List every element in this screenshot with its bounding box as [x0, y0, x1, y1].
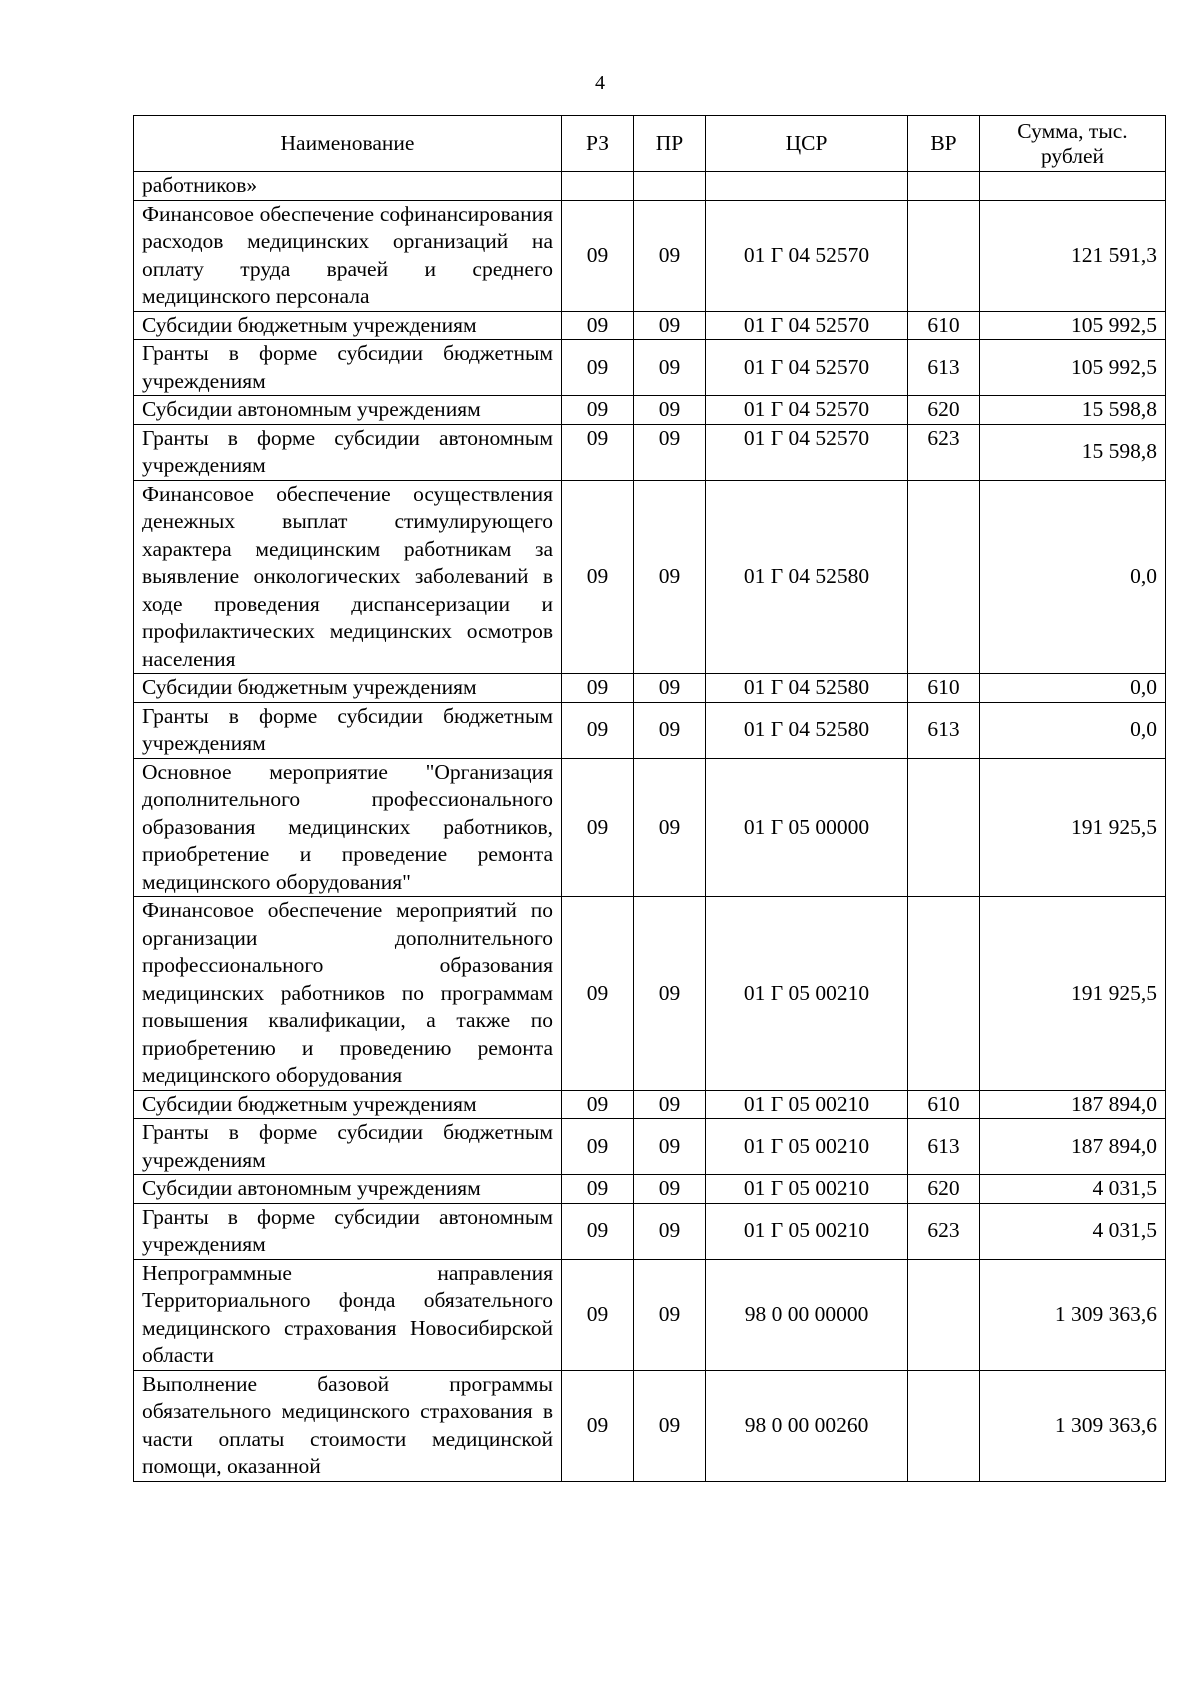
table-row	[134, 424, 1166, 480]
row-vr: 620	[908, 396, 980, 425]
row-rz: 09	[562, 702, 634, 758]
row-pr: 09	[634, 1203, 706, 1259]
row-vr: 613	[908, 702, 980, 758]
table-row	[134, 1203, 1166, 1259]
row-name: Основное мероприятие "Организация дополнительного профессионального образования медицинских работников, приобретение и проведение ремонта медицинского оборудования"	[134, 758, 562, 897]
row-name: Гранты в форме субсидии автономным учреждениям	[134, 424, 562, 480]
row-sum: 0,0	[980, 674, 1166, 703]
row-name: Выполнение базовой программы обязательного медицинского страхования в части оплаты стоимости медицинской помощи, оказанной	[134, 1370, 562, 1481]
row-pr: 09	[634, 674, 706, 703]
table-row	[134, 200, 1166, 311]
row-name: Непрограммные направления Территориального фонда обязательного медицинского страхования Новосибирской области	[134, 1259, 562, 1370]
row-pr: 09	[634, 1090, 706, 1119]
row-sum: 15 598,8	[980, 396, 1166, 425]
row-rz: 09	[562, 1203, 634, 1259]
row-name: Субсидии автономным учреждениям	[134, 396, 562, 425]
row-sum: 121 591,3	[980, 200, 1166, 311]
budget-table	[133, 115, 1166, 1482]
row-pr: 09	[634, 1259, 706, 1370]
row-csr: 01 Г 05 00210	[706, 1119, 908, 1175]
row-sum: 0,0	[980, 480, 1166, 674]
table-row	[134, 674, 1166, 703]
row-sum: 4 031,5	[980, 1175, 1166, 1204]
row-sum	[980, 172, 1166, 201]
row-csr: 01 Г 04 52570	[706, 340, 908, 396]
row-csr: 98 0 00 00000	[706, 1259, 908, 1370]
row-pr: 09	[634, 1119, 706, 1175]
row-name: Гранты в форме субсидии бюджетным учреждениям	[134, 702, 562, 758]
row-pr: 09	[634, 396, 706, 425]
row-sum: 191 925,5	[980, 758, 1166, 897]
row-csr: 01 Г 04 52580	[706, 702, 908, 758]
row-vr	[908, 480, 980, 674]
row-rz: 09	[562, 1259, 634, 1370]
row-csr: 01 Г 05 00210	[706, 1175, 908, 1204]
row-name: Гранты в форме субсидии бюджетным учреждениям	[134, 1119, 562, 1175]
header-name: Наименование	[134, 116, 562, 172]
row-csr: 01 Г 04 52580	[706, 674, 908, 703]
table-row	[134, 340, 1166, 396]
row-vr	[908, 1259, 980, 1370]
row-sum: 1 309 363,6	[980, 1259, 1166, 1370]
row-csr: 01 Г 05 00210	[706, 1090, 908, 1119]
table-row	[134, 396, 1166, 425]
row-csr: 01 Г 04 52570	[706, 396, 908, 425]
row-pr: 09	[634, 424, 706, 480]
row-name: Гранты в форме субсидии бюджетным учреждениям	[134, 340, 562, 396]
row-sum: 0,0	[980, 702, 1166, 758]
table-row	[134, 702, 1166, 758]
row-csr: 01 Г 05 00210	[706, 1203, 908, 1259]
table-row	[134, 172, 1166, 201]
header-sum: Сумма, тыс. рублей	[980, 116, 1166, 172]
row-name: Финансовое обеспечение софинансирования расходов медицинских организаций на оплату труда врачей и среднего медицинского персонала	[134, 200, 562, 311]
row-pr: 09	[634, 480, 706, 674]
row-vr: 613	[908, 1119, 980, 1175]
table-row	[134, 897, 1166, 1091]
row-csr: 01 Г 04 52570	[706, 311, 908, 340]
table-header-row	[134, 116, 1166, 172]
row-vr	[908, 897, 980, 1091]
table-row	[134, 1119, 1166, 1175]
row-vr: 610	[908, 1090, 980, 1119]
row-vr: 610	[908, 311, 980, 340]
row-rz: 09	[562, 396, 634, 425]
row-csr: 01 Г 05 00210	[706, 897, 908, 1091]
row-csr: 01 Г 04 52570	[706, 200, 908, 311]
row-name: Финансовое обеспечение мероприятий по организации дополнительного профессионального образования медицинских работников по программам повышения квалификации, а также по приобретению и проведению ремонта медицинского оборудования	[134, 897, 562, 1091]
row-sum: 187 894,0	[980, 1090, 1166, 1119]
row-rz: 09	[562, 1175, 634, 1204]
row-csr: 01 Г 04 52580	[706, 480, 908, 674]
header-vr: ВР	[908, 116, 980, 172]
row-name: работников»	[134, 172, 562, 201]
row-rz: 09	[562, 480, 634, 674]
row-rz	[562, 172, 634, 201]
row-vr	[908, 172, 980, 201]
row-csr	[706, 172, 908, 201]
row-pr: 09	[634, 758, 706, 897]
row-sum: 15 598,8	[980, 424, 1166, 480]
row-rz: 09	[562, 311, 634, 340]
row-vr: 623	[908, 424, 980, 480]
row-name: Субсидии автономным учреждениям	[134, 1175, 562, 1204]
row-pr: 09	[634, 311, 706, 340]
row-pr: 09	[634, 1175, 706, 1204]
row-sum: 191 925,5	[980, 897, 1166, 1091]
table-row	[134, 1175, 1166, 1204]
row-rz: 09	[562, 674, 634, 703]
row-csr: 01 Г 05 00000	[706, 758, 908, 897]
row-pr: 09	[634, 1370, 706, 1481]
row-rz: 09	[562, 424, 634, 480]
row-sum: 1 309 363,6	[980, 1370, 1166, 1481]
row-vr	[908, 1370, 980, 1481]
row-rz: 09	[562, 897, 634, 1091]
row-csr: 01 Г 04 52570	[706, 424, 908, 480]
row-pr: 09	[634, 702, 706, 758]
row-sum: 105 992,5	[980, 340, 1166, 396]
table-row	[134, 1259, 1166, 1370]
header-pr: ПР	[634, 116, 706, 172]
table-row	[134, 1090, 1166, 1119]
row-name: Финансовое обеспечение осуществления денежных выплат стимулирующего характера медицинским работникам за выявление онкологических заболеваний в ходе проведения диспансеризации и профилактических медицинских осмотров населения	[134, 480, 562, 674]
page-number: 4	[595, 72, 605, 94]
row-sum: 187 894,0	[980, 1119, 1166, 1175]
row-rz: 09	[562, 758, 634, 897]
row-csr: 98 0 00 00260	[706, 1370, 908, 1481]
row-name: Гранты в форме субсидии автономным учреждениям	[134, 1203, 562, 1259]
row-name: Субсидии бюджетным учреждениям	[134, 1090, 562, 1119]
row-vr: 620	[908, 1175, 980, 1204]
row-rz: 09	[562, 1090, 634, 1119]
row-pr: 09	[634, 897, 706, 1091]
table-row	[134, 758, 1166, 897]
row-pr: 09	[634, 200, 706, 311]
row-vr: 623	[908, 1203, 980, 1259]
header-rz: РЗ	[562, 116, 634, 172]
row-rz: 09	[562, 340, 634, 396]
row-pr: 09	[634, 340, 706, 396]
row-pr	[634, 172, 706, 201]
row-name: Субсидии бюджетным учреждениям	[134, 311, 562, 340]
row-sum: 4 031,5	[980, 1203, 1166, 1259]
row-rz: 09	[562, 1119, 634, 1175]
row-vr: 610	[908, 674, 980, 703]
row-vr	[908, 200, 980, 311]
row-rz: 09	[562, 200, 634, 311]
row-name: Субсидии бюджетным учреждениям	[134, 674, 562, 703]
row-sum: 105 992,5	[980, 311, 1166, 340]
table-row	[134, 1370, 1166, 1481]
row-rz: 09	[562, 1370, 634, 1481]
header-csr: ЦСР	[706, 116, 908, 172]
table-row	[134, 311, 1166, 340]
row-vr	[908, 758, 980, 897]
row-vr: 613	[908, 340, 980, 396]
table-row	[134, 480, 1166, 674]
